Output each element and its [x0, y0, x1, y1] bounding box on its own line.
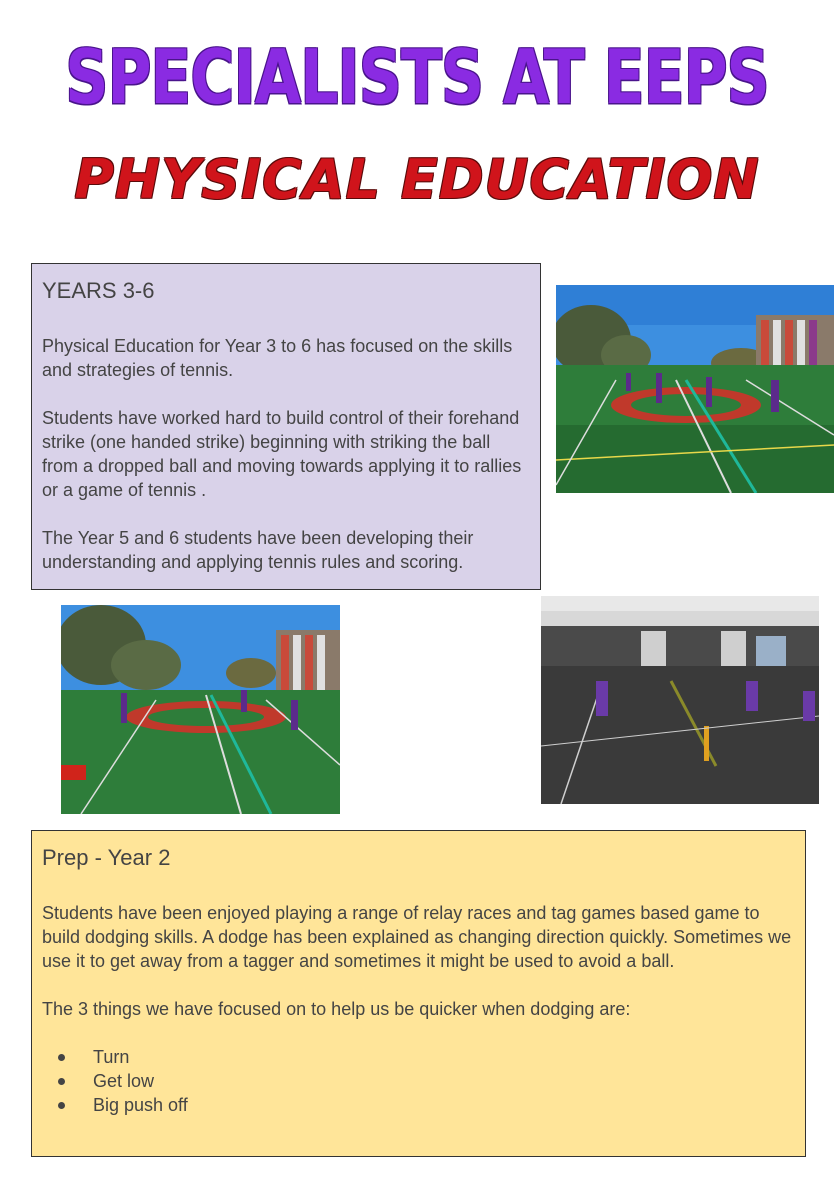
page-title: SPECIALISTS AT EEPS [65, 34, 769, 122]
list-item: Big push off [42, 1093, 795, 1117]
tennis-court-photo-2 [61, 605, 340, 814]
years-paragraph-2: Students have worked hard to build control of their forehand strike (one handed strike) beginning with striking the ball from a dropped ball and moving towards applying it to rallies or a game of tennis . [42, 408, 522, 500]
list-item: Get low [42, 1069, 795, 1093]
tennis-court-photo-1 [556, 285, 834, 493]
dodging-tips-list [42, 1045, 795, 1117]
years-heading: YEARS 3-6 [42, 278, 155, 303]
years-paragraph-3: The Year 5 and 6 students have been developing their understanding and applying tennis rules and scoring. [42, 528, 474, 572]
prep-paragraph-1: Students have been enjoyed playing a range of relay races and tag games based game to build dodging skills. A dodge has been explained as changing direction quickly. Sometimes we use it to get away from a tagger and sometimes it might be used to avoid a ball. [42, 903, 792, 971]
years-paragraph-1: Physical Education for Year 3 to 6 has focused on the skills and strategies of tennis. [42, 336, 513, 380]
page-subtitle: PHYSICAL EDUCATION [74, 148, 760, 211]
prep-year-2-box [31, 830, 806, 1157]
list-item: Turn [42, 1045, 795, 1069]
asphalt-court-photo [541, 596, 819, 804]
prep-paragraph-2: The 3 things we have focused on to help us be quicker when dodging are: [42, 999, 631, 1019]
years-3-6-box [31, 263, 541, 590]
prep-heading: Prep - Year 2 [42, 845, 171, 870]
